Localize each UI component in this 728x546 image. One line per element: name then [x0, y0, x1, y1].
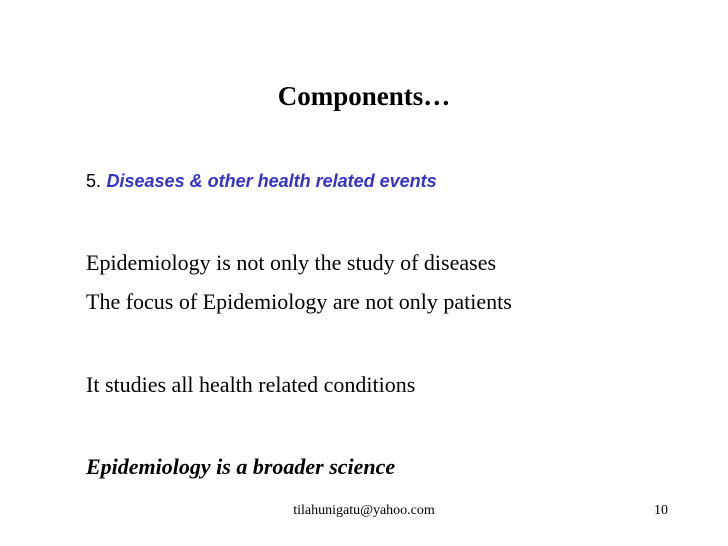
section-heading: [86, 166, 437, 195]
slide-title: Components…: [277, 81, 451, 111]
footer-email-container: [0, 502, 728, 520]
body-line-3: It studies all health related conditions: [86, 372, 416, 397]
body-line-4: Epidemiology is a broader science: [86, 454, 396, 479]
page-number: 10: [654, 503, 668, 518]
item-number: 5.: [86, 171, 102, 191]
item-heading: Diseases & other health related events: [106, 171, 437, 191]
body-line-2: The focus of Epidemiology are not only patients: [86, 289, 512, 314]
footer-email: tilahunigatu@yahoo.com: [293, 503, 435, 518]
body-line-1: Epidemiology is not only the study of diseases: [86, 250, 497, 275]
